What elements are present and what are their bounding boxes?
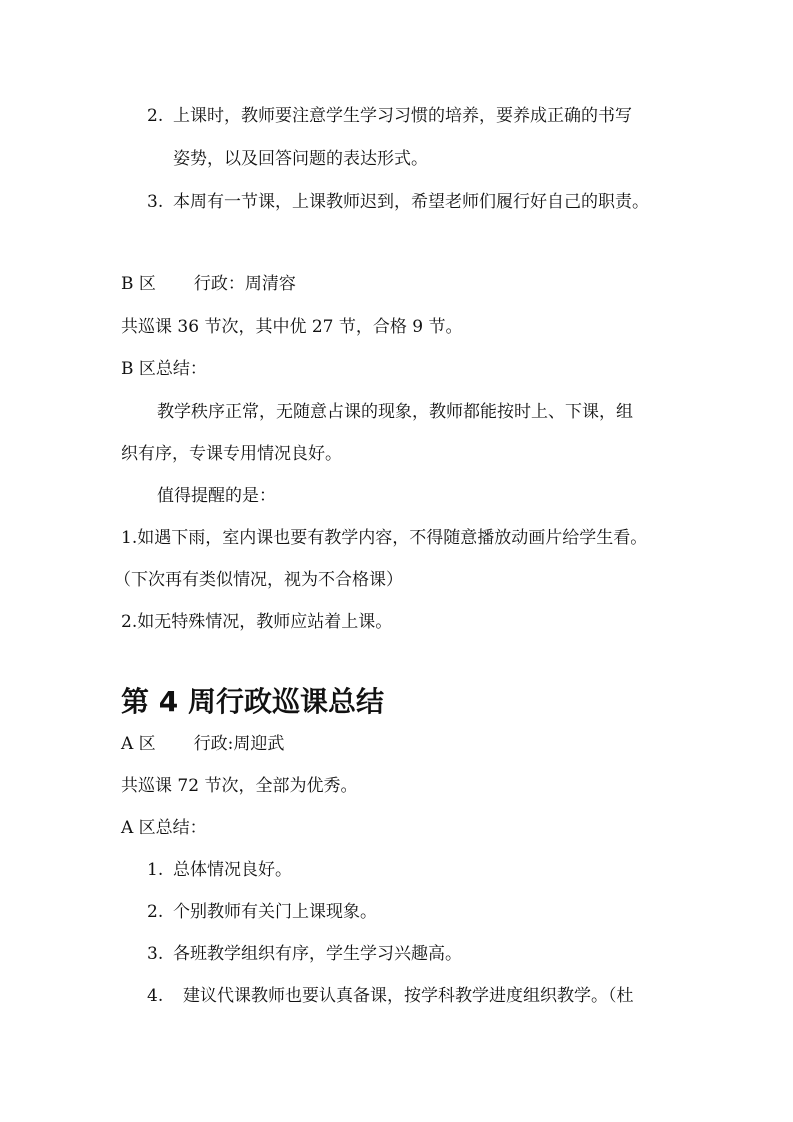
zone-header	[121, 272, 296, 296]
summary-label: A 区总结：	[121, 818, 207, 838]
stats-text: 共巡课 36 节次，其中优 27 节，合格 9 节。	[121, 317, 463, 337]
stats-text: 共巡课 72 节次，全部为优秀。	[121, 776, 358, 796]
list-text: 本周有一节课，上课教师迟到，希望老师们履行好自己的职责。	[173, 192, 649, 212]
paragraph-line: 织有序，专课专用情况良好。	[121, 444, 342, 464]
list-text: 各班教学组织有序，学生学习兴趣高。	[173, 944, 462, 964]
page-heading: 第 4 周行政巡课总结	[121, 685, 384, 718]
paragraph-line: 教学秩序正常，无随意占课的现象，教师都能按时上、下课，组	[157, 402, 633, 422]
list-item	[147, 190, 649, 214]
reminder-item: 2.如无特殊情况，教师应站着上课。	[121, 612, 393, 632]
list-item	[147, 984, 634, 1008]
list-item	[147, 900, 377, 924]
summary-label: B 区总结：	[121, 359, 207, 379]
list-number: 3.	[147, 944, 164, 964]
list-number: 1.	[147, 860, 164, 880]
zone-label: A 区	[121, 734, 156, 754]
list-text: 上课时，教师要注意学生学习习惯的培养，要养成正确的书写	[173, 106, 632, 126]
list-number: 3.	[147, 192, 164, 212]
list-number: 2.	[147, 106, 164, 126]
reminder-label: 值得提醒的是：	[157, 486, 276, 506]
reminder-note: （下次再有类似情况，视为不合格课）	[114, 570, 403, 590]
reminder-item: 1.如遇下雨，室内课也要有教学内容，不得随意播放动画片给学生看。	[121, 528, 648, 548]
list-item	[147, 858, 292, 882]
list-number: 4.	[147, 986, 164, 1006]
zone-header	[121, 732, 284, 756]
admin-label: 行政:周迎武	[193, 734, 285, 754]
zone-label: B 区	[121, 274, 156, 294]
list-item	[147, 942, 462, 966]
list-item	[147, 104, 632, 128]
admin-label: 行政：周清容	[193, 274, 296, 294]
list-text: 总体情况良好。	[173, 860, 292, 880]
list-text: 建议代课教师也要认真备课，按学科教学进度组织教学。（杜	[183, 986, 634, 1006]
list-number: 2.	[147, 902, 164, 922]
list-item-continuation: 姿势，以及回答问题的表达形式。	[173, 149, 428, 169]
list-text: 个别教师有关门上课现象。	[173, 902, 377, 922]
